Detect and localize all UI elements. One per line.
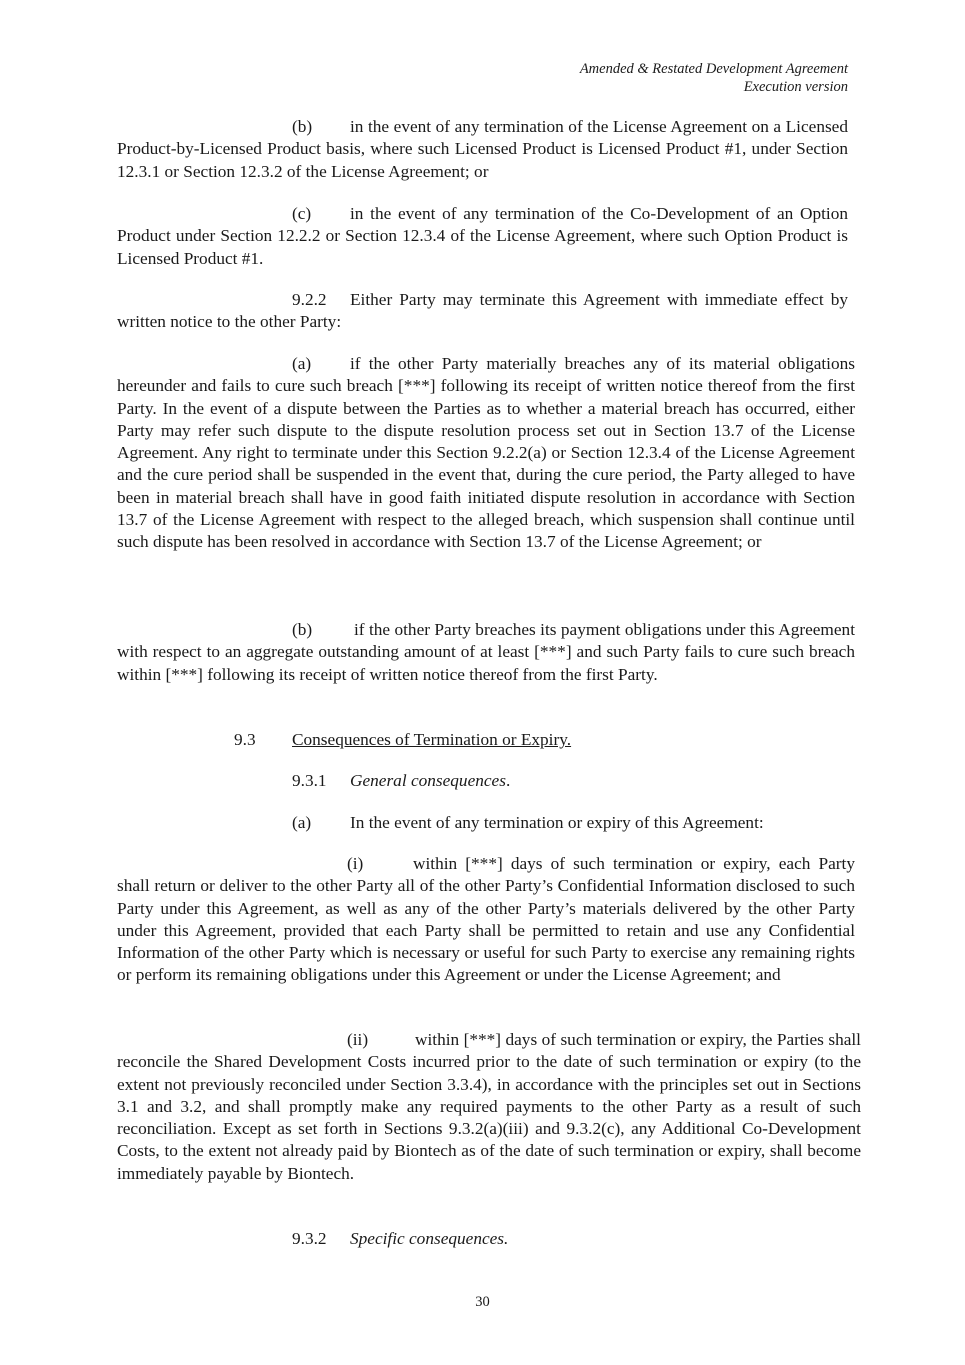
header-version: Execution version	[743, 79, 848, 95]
section-title-period: .	[505, 771, 511, 790]
clause-ii-reconcile-costs	[117, 1029, 861, 1185]
section-9-3-2-heading	[292, 1228, 508, 1250]
document-header	[580, 60, 848, 96]
section-number: 9.3	[234, 730, 256, 749]
clause-text: In the event of any termination or expiry of this Agreement:	[350, 813, 764, 832]
clause-a-material-breach	[117, 353, 855, 554]
section-number: 9.3.1	[292, 771, 327, 790]
section-9-3-1-heading	[292, 770, 510, 792]
header-title: Amended & Restated Development Agreement	[579, 61, 848, 77]
section-title: Consequences of Termination or Expiry.	[292, 730, 572, 749]
clause-text: Either Party may terminate this Agreement with immediate effect by written notice to the other Party:	[117, 290, 848, 332]
clause-label: (b)	[292, 620, 313, 639]
clause-text: within [***] days of such termination or expiry, each Party shall return or deliver to the other Party all of the other Party’s Confidential Information disclosed to such Party under this Agreement, as well as any of the other Party’s materials delivered by the other Party under this Agreement, provided that each Party shall be permitted to retain and use any Confidential Information of the other Party which is necessary or useful for such Party to exercise any remaining rights or perform its remaining obligations under this Agreement or under the License Agreement; and	[117, 854, 855, 985]
clause-label: (ii)	[347, 1030, 369, 1049]
clause-label: (i)	[347, 854, 364, 873]
clause-text: if the other Party breaches its payment obligations under this Agreement with respect to an aggregate outstanding amount of at least [***] and such Party fails to cure such breach within [***] following its receipt of written notice thereof from the first Party.	[117, 620, 855, 684]
section-number: 9.3.2	[292, 1229, 327, 1248]
section-title: General consequences	[350, 771, 506, 790]
clause-i-return-confidential-info	[117, 853, 855, 987]
clause-label: (c)	[292, 204, 312, 223]
page-number: 30	[475, 1294, 490, 1310]
clause-label: (a)	[292, 354, 312, 373]
clause-c-co-development-termination	[117, 203, 848, 270]
section-title: Specific consequences.	[350, 1229, 509, 1248]
clause-label: (a)	[292, 813, 312, 832]
clause-b-license-termination	[117, 116, 848, 183]
clause-9-2-2	[117, 289, 848, 334]
clause-text: in the event of any termination of the License Agreement on a Licensed Product-by-Licensed Product basis, where such Licensed Product is Licensed Product #1, under Section 12.3.1 or Section 12.3.2 of the License Agreement; or	[117, 117, 848, 181]
clause-label: (b)	[292, 117, 313, 136]
clause-text: if the other Party materially breaches any of its material obligations hereunder and fails to cure such breach [***] following its receipt of written notice thereof from the first Party. In the event of a dispute between the Parties as to whether a material breach has occurred, either Party may refer such dispute to the dispute resolution process set out in Section 13.7 of the License Agreement. Any right to terminate under this Section 9.2.2(a) or Section 12.3.4 of the License Agreement and the cure period shall be suspended in the event that, during the cure period, the Party alleged to have been in material breach shall have in good faith initiated dispute resolution in accordance with Section 13.7 of the License Agreement with respect to the alleged breach, which suspension shall continue until such dispute has been resolved in accordance with Section 13.7 of the License Agreement; or	[117, 354, 855, 552]
clause-number: 9.2.2	[292, 290, 327, 309]
section-9-3-heading	[234, 729, 571, 751]
clause-text: in the event of any termination of the Co-Development of an Option Product under Section 12.2.2 or Section 12.3.4 of the License Agreement, where such Option Product is Licensed Product #1.	[117, 204, 848, 268]
clause-text: within [***] days of such termination or expiry, the Parties shall reconcile the Shared Development Costs incurred prior to the date of such termination or expiry (to the extent not previously reconciled under Section 3.3.4), in accordance with the principles set out in Sections 3.1 and 3.2, and shall promptly make any required payments to the other Party as a result of such reconciliation. Except as set forth in Sections 9.3.2(a)(iii) and 9.3.2(c), any Additional Co-Development Costs, to the extent not already paid by Biontech as of the date of such termination or expiry, shall become immediately payable by Biontech.	[117, 1030, 861, 1183]
clause-b-payment-breach	[117, 619, 855, 686]
clause-a-general-intro	[292, 812, 764, 834]
